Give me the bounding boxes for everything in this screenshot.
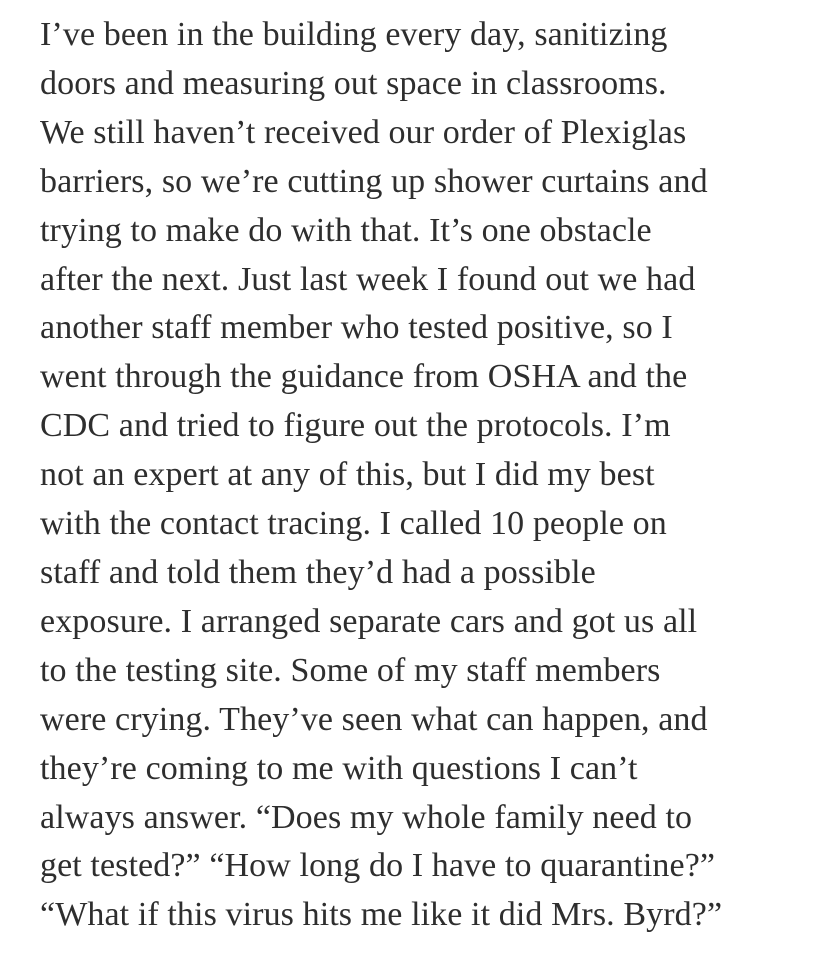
text-line: with the contact tracing. I called 10 people on <box>40 505 667 543</box>
text-line: went through the guidance from OSHA and the <box>40 358 688 396</box>
text-line: CDC and tried to figure out the protocols. I’m <box>40 407 671 445</box>
text-line: I’ve been in the building every day, sanitizing <box>40 16 668 53</box>
text-line: barriers, so we’re cutting up shower curtains and <box>40 162 708 200</box>
text-line: trying to make do with that. It’s one obstacle <box>40 211 652 249</box>
text-line: they’re coming to me with questions I can’t <box>40 749 638 787</box>
text-line: always answer. “Does my whole family need to <box>40 798 693 836</box>
text-line: after the next. Just last week I found out we had <box>40 260 696 298</box>
text-line: another staff member who tested positive, so I <box>40 309 673 347</box>
text-line: not an expert at any of this, but I did my best <box>40 456 655 494</box>
text-line: to the testing site. Some of my staff members <box>40 651 661 689</box>
text-line: get tested?” “How long do I have to quarantine?” <box>40 847 716 885</box>
text-line: doors and measuring out space in classrooms. <box>40 64 667 102</box>
text-line: exposure. I arranged separate cars and got us all <box>40 602 698 640</box>
text-line: staff and told them they’d had a possible <box>40 553 596 591</box>
text-line: “What if this virus hits me like it did Mrs. Byrd?” <box>40 896 723 934</box>
text-line: were crying. They’ve seen what can happen, and <box>40 700 708 738</box>
text-line: We still haven’t received our order of Plexiglas <box>40 113 687 151</box>
